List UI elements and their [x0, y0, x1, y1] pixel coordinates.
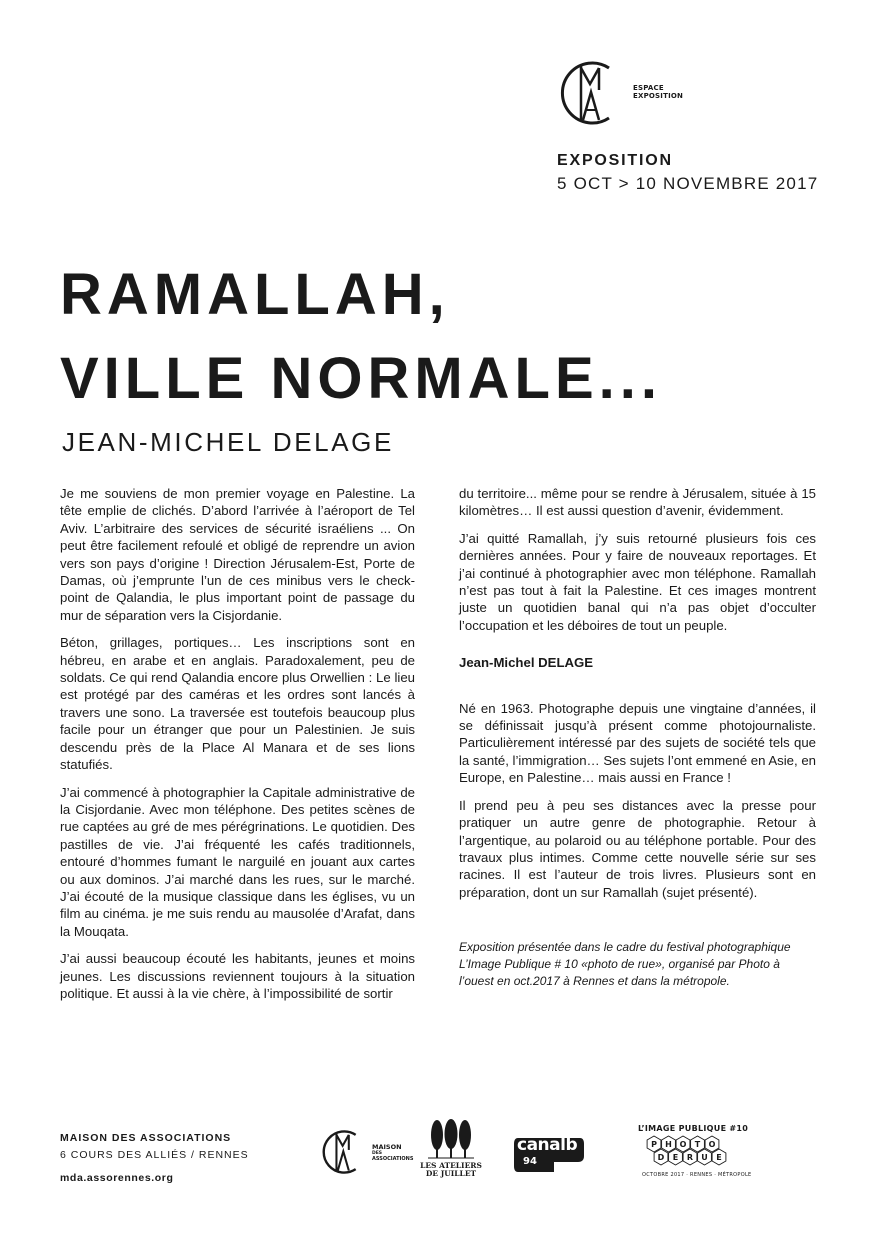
exposition-dates: 5 OCT > 10 NOVEMBRE 2017 — [557, 174, 819, 193]
exposition-label: EXPOSITION — [557, 152, 673, 169]
mda-logo-icon — [557, 58, 627, 128]
paragraph: Béton, grillages, portiques… Les inscriptions sont en hébreu, en arabe et en anglais. Paradoxalement, peu de soldats. Ce qui rend Qalandia encore plus Orwellien : Le lieu est protégé par des caméras et les ordres sont lancés à travers une sono. La traversée est toutefois beaucoup plus facile pour un étranger que pour un Palestinien. Je suis descendu près de la Place Al Manara et de ses lions statufiés. — [60, 635, 415, 773]
logo-top-line2: EXPOSITION — [633, 92, 684, 100]
mda-logo-line3: ASSOCIATIONS — [372, 1156, 414, 1162]
paragraph: du territoire... même pour se rendre à Jérusalem, située à 15 kilomètres… Il est aussi question d’avenir, évidemment. — [459, 486, 816, 519]
hex-letter: O — [679, 1140, 687, 1149]
footer-org-name: MAISON DES ASSOCIATIONS — [60, 1132, 232, 1144]
ateliers-line2: DE JUILLET — [425, 1169, 477, 1178]
canalb-frequency: 94 — [523, 1156, 537, 1167]
footer-url-link[interactable]: mda.assorennes.org — [60, 1172, 174, 1184]
bio-title: Jean-Michel DELAGE — [459, 655, 594, 671]
title-line-2: VILLE NORMALE... — [60, 346, 662, 411]
hex-letter: T — [694, 1140, 701, 1149]
author-name: JEAN-MICHEL DELAGE — [62, 427, 394, 457]
footnote: Exposition présentée dans le cadre du festival photographique L’Image Publique # 10 «photo de rue», organisé par Photo à l’ouest en oct.2017 à Rennes et dans la métropole. — [459, 940, 791, 989]
bio-paragraph: Né en 1963. Photographe depuis une vingtaine d’années, il se définissait jusqu’à présent comme photojournaliste. Particulièrement intéressé par des sujets de société tels que la santé, l’immigration… Ses sujets l’ont emmené en Asie, en Europe, en Palestine… mais aussi en France ! — [459, 700, 816, 786]
image-publique-date: OCTOBRE 2017 · RENNES · MÉTROPOLE — [642, 1172, 752, 1178]
ateliers-line1: LES ATELIERS — [420, 1161, 482, 1170]
title-line-1: RAMALLAH, — [60, 262, 450, 327]
logo-top-line1: ESPACE — [633, 84, 664, 92]
mda-logo-text — [372, 1143, 413, 1162]
hex-letter: H — [665, 1140, 672, 1149]
logo-top-text — [633, 84, 683, 100]
image-publique-title: L’IMAGE PUBLIQUE #10 — [638, 1124, 749, 1133]
text-column-right — [459, 485, 816, 1000]
ateliers-logo-text — [420, 1162, 482, 1178]
hex-letter: D — [657, 1153, 665, 1162]
mda-small-logo-icon — [320, 1128, 368, 1176]
bio-paragraph: Il prend peu à peu ses distances avec la presse pour pratiquer un autre genre de photographie. Retour à l’argentique, au polaroid ou au téléphone portable. Pour des travaux plus intimes. Comme cette nouvelle série sur ses racines. Il est l’auteur de trois livres. Plusieurs sont en préparation, dont un sur Ramallah (sujet présenté). — [459, 797, 816, 900]
hex-letter: R — [686, 1153, 694, 1162]
paragraph: J’ai quitté Ramallah, j’y suis retourné plusieurs fois ces dernières années. Pour y faire de nouveaux reportages. Et j’ai continué à photographier avec mon téléphone. Ramallah n’est pas tout à fait la Palestine. Et ces images montrent juste un quotidien banal qui n’a pas objet d’occulter l’occupation et les déboires de tout un peuple. — [459, 530, 816, 633]
hex-letter: E — [716, 1153, 722, 1162]
paragraph: J’ai commencé à photographier la Capitale administrative de la Cisjordanie. Avec mon téléphone. Des petites scènes de rue captées au gré de mes pérégrinations. Le quotidien. Des pastilles de vie. J’ai fréquenté les cafés traditionnels, entouré d’hommes fumant le narguilé en jouant aux cartes ou aux dominos. J’ai marché dans les rues, sur le marché. J’ai écouté de la musique classique dans les églises, vu un film au cinéma. je me suis rendu au mausolée d’Arafat, dans la Mouqata. — [60, 784, 415, 939]
text-column-left — [60, 485, 415, 1012]
hex-letter: E — [672, 1153, 679, 1162]
paragraph: Je me souviens de mon premier voyage en Palestine. La tête emplie de clichés. D’abord l’arrivée à l’aéroport de Tel Aviv. L’arbitraire des services de sécurité israéliens ... On peut être facilement refoulé et obligé de reprendre un avion vers son pays d’origine ! Direction Jérusalem-Est, Porte de Damas, où j’emprunte l’un de ces minibus vers le check-point de Qalandia, le plus important point de passage du mur de séparation vers la Cisjordanie. — [60, 486, 415, 623]
footer-address: 6 COURS DES ALLIÉS / RENNES — [60, 1149, 249, 1161]
mda-logo-line2: DES — [372, 1151, 383, 1156]
paragraph: J’ai aussi beaucoup écouté les habitants, jeunes et moins jeunes. Les discussions reviennent toujours à la situation politique. Et aussi à la vie chère, à l’impossibilité de sortir — [60, 951, 415, 1001]
canalb-name: canalb — [517, 1135, 578, 1155]
photo-de-rue-hex-logo-icon — [640, 1135, 772, 1171]
hex-letter: U — [701, 1153, 708, 1162]
ateliers-trees-icon — [420, 1118, 482, 1162]
hex-letter: P — [651, 1140, 657, 1149]
hex-letter: O — [708, 1140, 716, 1149]
mda-logo-line1: MAISON — [372, 1143, 402, 1151]
